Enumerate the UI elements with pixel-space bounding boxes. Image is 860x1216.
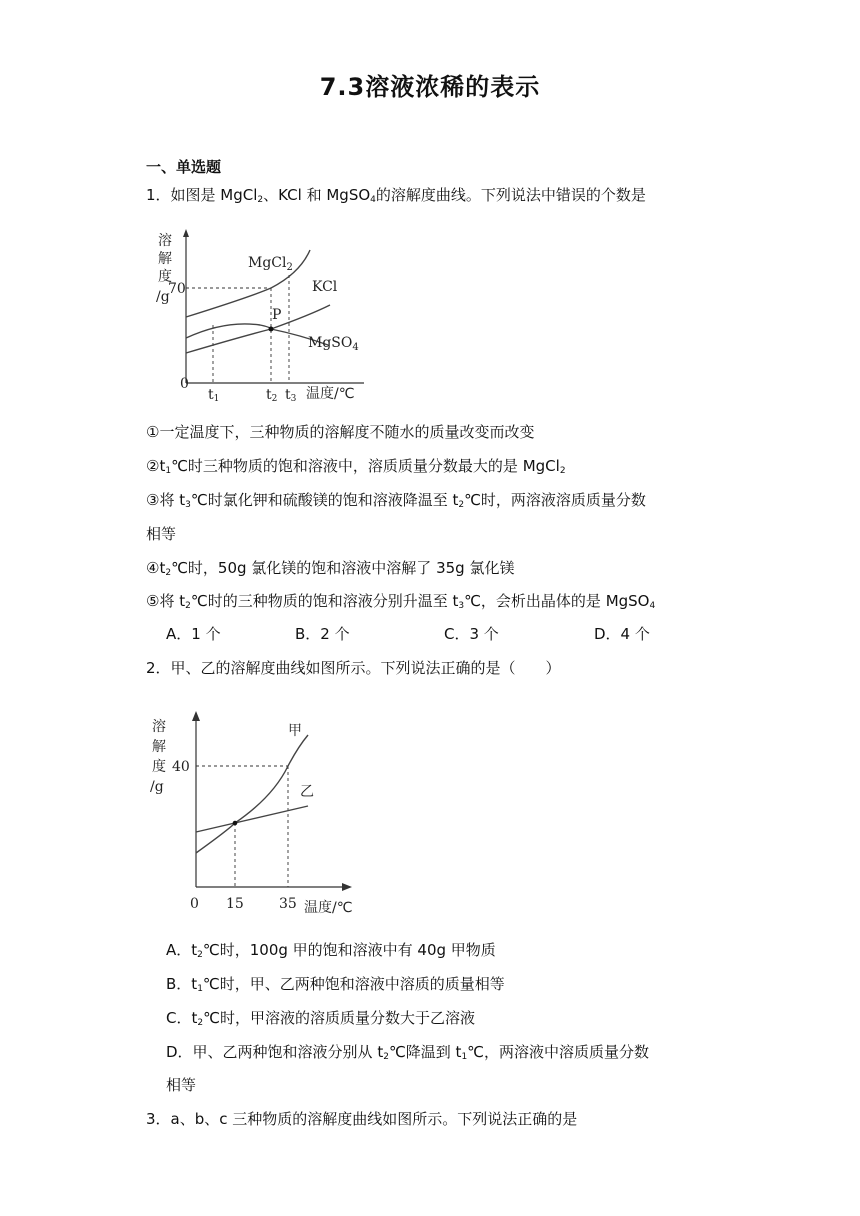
q1-option-b: B．2 个 xyxy=(295,625,350,643)
curve-jia xyxy=(196,735,308,853)
ylabel-3: 度 xyxy=(158,269,172,285)
xtick-15: 15 xyxy=(226,896,244,912)
label-mgcl2: MgCl$_2$ xyxy=(248,255,293,273)
label-yi: 乙 xyxy=(300,784,314,800)
q1-statement-1: ①一定温度下，三种物质的溶解度不随水的质量改变而改变 xyxy=(146,423,535,441)
q2-option-d-cont: 相等 xyxy=(166,1076,197,1094)
q1-statement-3: ③将 $t_3℃$时氯化钾和硫酸镁的饱和溶液降温至 $t_2℃$时，两溶液溶质质量分数 xyxy=(146,491,646,510)
xtick-35: 35 xyxy=(279,896,297,912)
xtick-t1: t1 xyxy=(208,387,220,404)
ylabel-4: /g xyxy=(156,289,170,305)
ylabel-4: /g xyxy=(150,779,164,795)
q1-stem: 1．如图是 MgCl$_2$、KCl 和 MgSO$_4$的溶解度曲线。下列说法中错误的个数是 xyxy=(146,186,646,205)
intersection-point xyxy=(233,821,238,826)
ytick-70: 70 xyxy=(168,281,186,297)
point-p xyxy=(269,327,274,332)
label-mgso4: MgSO$_4$ xyxy=(308,335,359,353)
ylabel-2: 解 xyxy=(158,251,172,267)
ytick-40: 40 xyxy=(172,759,190,775)
ylabel-2: 解 xyxy=(152,739,166,755)
y-axis-arrow xyxy=(183,229,189,237)
ylabel-1: 溶 xyxy=(152,719,166,735)
ylabel-1: 溶 xyxy=(158,233,172,249)
xtick-t3: t3 xyxy=(285,387,297,404)
origin-label: 0 xyxy=(180,376,189,392)
q1-statement-5: ⑤将 $t_2℃$时的三种物质的饱和溶液分别升温至 $t_3℃$，会析出晶体的是 MgSO$_4$ xyxy=(146,592,656,611)
q2-solubility-chart xyxy=(148,705,368,920)
xlabel: 温度/℃ xyxy=(304,900,353,916)
xtick-t2: t2 xyxy=(266,387,278,404)
page-title: 7.3溶液浓稀的表示 xyxy=(319,73,541,101)
q1-solubility-chart xyxy=(150,225,390,405)
q1-option-d: D．4 个 xyxy=(594,625,650,643)
label-jia: 甲 xyxy=(288,723,302,739)
label-p: P xyxy=(272,307,282,323)
q1-option-a: A．1 个 xyxy=(166,625,221,643)
q3-stem: 3．a、b、c 三种物质的溶解度曲线如图所示。下列说法正确的是 xyxy=(146,1110,578,1128)
section-heading: 一、单选题 xyxy=(146,158,222,176)
ylabel-3: 度 xyxy=(152,759,166,775)
q2-option-a: A．$t_2℃$时，100g 甲的饱和溶液中有 40g 甲物质 xyxy=(166,941,496,960)
curve-mgso4 xyxy=(186,324,328,345)
x-axis-arrow xyxy=(342,883,352,891)
xlabel: 温度/℃ xyxy=(306,386,355,402)
y-axis-arrow xyxy=(192,711,200,721)
q1-option-c: C．3 个 xyxy=(444,625,499,643)
q2-option-b: B．$t_1℃$时，甲、乙两种饱和溶液中溶质的质量相等 xyxy=(166,975,505,994)
xtick-0: 0 xyxy=(190,896,199,912)
q2-option-d: D．甲、乙两种饱和溶液分别从 $t_2℃$降温到 $t_1℃$，两溶液中溶质质量分数 xyxy=(166,1043,650,1062)
q1-statement-2: $②t_1℃$时三种物质的饱和溶液中，溶质质量分数最大的是 MgCl$_2$ xyxy=(146,457,566,476)
q1-statement-4: $④t_2℃$时，50g 氯化镁的饱和溶液中溶解了 35g 氯化镁 xyxy=(146,559,515,578)
q1-statement-3-cont: 相等 xyxy=(146,525,177,543)
q2-option-c: C．$t_2℃$时，甲溶液的溶质质量分数大于乙溶液 xyxy=(166,1009,475,1028)
label-kcl: KCl xyxy=(312,279,338,295)
q2-stem: 2．甲、乙的溶解度曲线如图所示。下列说法正确的是（ ） xyxy=(146,659,561,677)
